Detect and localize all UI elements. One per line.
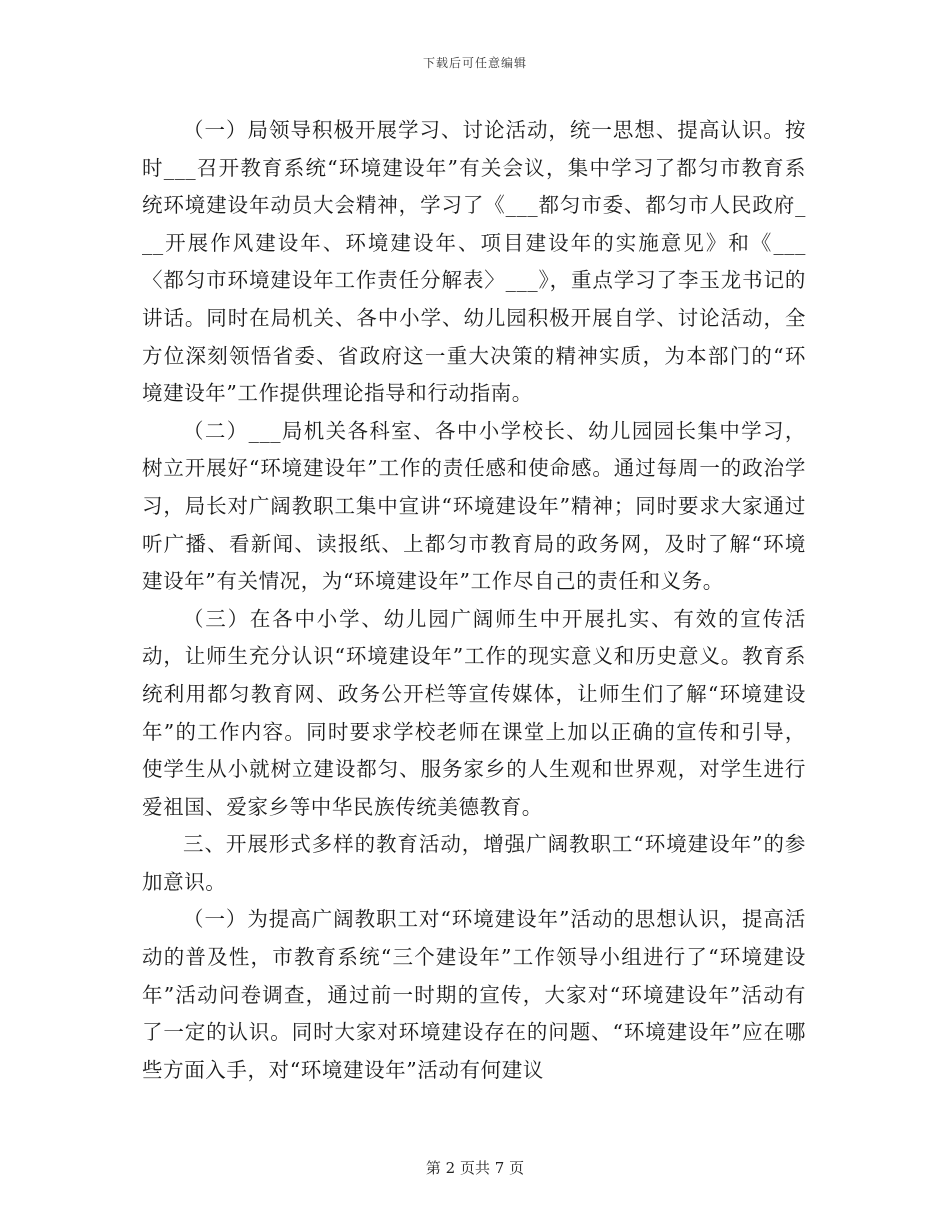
section-heading-3: 三、开展形式多样的教育活动，增强广阔教职工“环境建设年”的参加意识。	[142, 832, 806, 894]
document-body	[142, 112, 806, 1089]
paragraph-2: （二）___局机关各科室、各中小学校长、幼儿园园长集中学习，树立开展好“环境建设年”工作的责任感和使命感。通过每周一的政治学习，局长对广阔教职工集中宣讲“环境建设年”精神；同时要求大家通过听广播、看新闻、读报纸、上都匀市教育局的政务网，及时了解“环境建设年”有关情况，为“环境建设年”工作尽自己的责任和义务。	[142, 418, 806, 594]
page-header: 下载后可任意编辑	[422, 56, 527, 70]
paragraph-3: （三）在各中小学、幼儿园广阔师生中开展扎实、有效的宣传活动，让师生充分认识“环境建设年”工作的现实意义和历史意义。教育系统利用都匀教育网、政务公开栏等宣传媒体，让师生们了解“环境建设年”的工作内容。同时要求学校老师在课堂上加以正确的宣传和引导，使学生从小就树立建设都匀、服务家乡的人生观和世界观，对学生进行爱祖国、爱家乡等中华民族传统美德教育。	[142, 606, 806, 819]
paragraph-4: （一）为提高广阔教职工对“环境建设年”活动的思想认识，提高活动的普及性，市教育系统“三个建设年”工作领导小组进行了“环境建设年”活动问卷调查，通过前一时期的宣传，大家对“环境建设年”活动有了一定的认识。同时大家对环境建设存在的问题、“环境建设年”应在哪些方面入手，对“环境建设年”活动有何建议	[142, 907, 806, 1082]
page-number-footer: 第 2 页共 7 页	[425, 1159, 525, 1177]
paragraph-1: （一）局领导积极开展学习、讨论活动，统一思想、提高认识。按时___召开教育系统“环境建设年”有关会议，集中学习了都匀市教育系统环境建设年动员大会精神，学习了《___都匀市委、都匀市人民政府___开展作风建设年、环境建设年、项目建设年的实施意见》和《___〈都匀市环境建设年工作责任分解表〉___》，重点学习了李玉龙书记的讲话。同时在局机关、各中小学、幼儿园积极开展自学、讨论活动，全方位深刻领悟省委、省政府这一重大决策的精神实质，为本部门的“环境建设年”工作提供理论指导和行动指南。	[142, 118, 806, 406]
